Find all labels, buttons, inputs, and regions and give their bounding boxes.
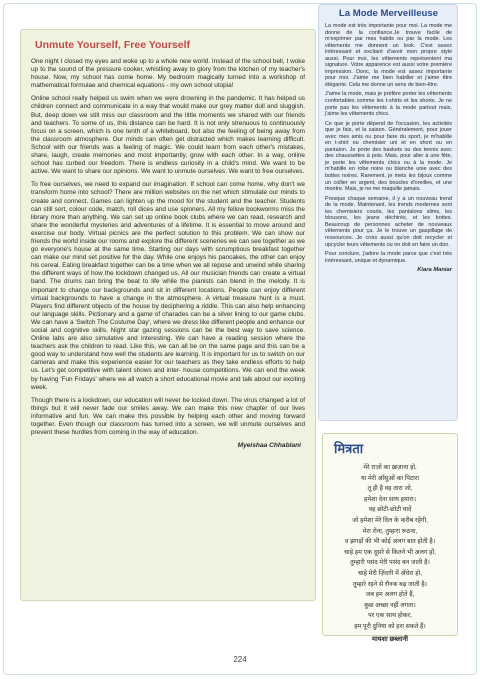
french-paragraph: La mode est très importante pour moi. La mode me donne de la confiance.Je trouve facile de m'exprimer par mes habits ou par la mode. Les vêtements me donnent un look. C'est assez intéressant et excitant d'avoir mon propre style aussi. Pour moi, les vêtements représentent ma signature. Votre apparence est aussi votre première impression. Donc, la mode est assez importante pour moi. J'aime me bien habiller et j'aime être élégante. Cela me donne un sens de bien-être. bbox=[325, 23, 452, 88]
poem-line: व झगड़ों की भी कोई अलग बात होती है। bbox=[344, 538, 436, 546]
poem-line: वह छोटी-छोटी यादें bbox=[368, 506, 412, 514]
hindi-poem bbox=[322, 433, 458, 643]
poem-line: कुछ अच्छा नहीं लगता। bbox=[364, 601, 416, 609]
poem-line: हम पूरी दुनिया को हरा सकते हैं। bbox=[354, 622, 426, 630]
english-paragraph: To free ourselves, we need to expand our imagination. If school can come home, why don't we transform home into school? There are million websites on the net which stimulate our minds to create and connect. Games can lighten up the mood for the student and the teacher. Students can still sort, colour code, match, roll dices and use spinners. All my fellow bookworms miss the library more than anything. We can set up online book clubs where we can read, research and share the wonderful mysteries and adventures of a lifetime. It is essential to move around and exercise our body. Virtual picnics are the perfect solution to this problem. We can show our friends the world inside our rooms and explore the different sceneries we can see together as we go everyone's house at the same time. Starting our days with scrumptious breakfast together can make our mind set positive for the day. While one enjoys his pancakes, the other can enjoy his cereal. Eating breakfast together can be a time when we all repose and unwind while sharing the different ways of how the lockdown changed us. All our musician friends can create a virtual band. The drums can bring the beat to life while the pianists can blend in the melody. It is important to change our backgrounds and sit in different locations. People can enjoy different virtual backgrounds to have a change in the atmosphere. A virtual treasure hunt is a must. Players find different objects of the house by deciphering a riddle. This can also help enhancing our language skills. Pictionary and a game of charades can be a silver lining to our game clubs. We can have a 'Switch The Costume Day', where we dress like different people and enhance our social and cognitive skills. Night star gazing sessions can be the best way to save science. Online labs are also simulative and interesting. We can have a reading session where the teachers ask the children to read. Like this, we can all be on the same page and this can be a good way to understand how well the students are learning. It is important for us to switch on our cameras and make this experience easier for our teachers as they take endless efforts to help us. Let's get competitive with talent shows and inter- house competitions. We can end the week by having 'Fun Fridays' where we all watch a short educational movie and talk about our exciting week. bbox=[31, 181, 305, 391]
french-paragraph: J'aime la mode, mais je préfère porter les vêtements confortables comme les t-shirts et les shorts. Je ne porte pas les vêtements à la mode partout mais, j'aime les vêtements chics. bbox=[325, 91, 452, 118]
french-article-title: La Mode Merveilleuse bbox=[338, 8, 439, 19]
english-article-title: Unmute Yourself, Free Yourself bbox=[35, 39, 191, 51]
english-paragraph: One night I closed my eyes and woke up to a whole new world. Instead of the school bell, I woke up to the sound of the pressure cooker, whistling away to glory from the kitchen of my teacher's house. Now, my school has come home. My bedroom magically turned into a workshop of mathematical formulae and chemical equations - my own school utopia! bbox=[31, 58, 305, 90]
poem-line: तू ही है वह तारा जो, bbox=[367, 485, 413, 493]
poem-line: जब हम अलग होते हैं, bbox=[365, 591, 415, 599]
french-article bbox=[318, 4, 458, 421]
poem-line: तुम्हारे रहने से रौनक बढ़ जाती है। bbox=[352, 580, 428, 588]
page-number: 224 bbox=[233, 655, 247, 664]
french-paragraph: Pour conclure, j'adore la mode parce que c'est très intéressant, unique et dynamique. bbox=[325, 251, 452, 264]
poem-line: चाहे मेरी ज़िंदगी में अँधेरा हो, bbox=[358, 569, 422, 577]
hindi-poem-lines bbox=[328, 463, 452, 643]
english-paragraph: Though there is a lockdown, our education will never be locked down. The virus changed a lot of things but it will never fade our smiles away. We can make this new chapter of our lives informative and fun. We can make this possible by helping each other and moving forward together. Even though our classroom has turned into a screen, we will unmute ourselves and prevent these hurdles from coming in the way of education. bbox=[31, 396, 305, 437]
poem-line: या मेरी आँसुओं का पिटारा bbox=[360, 474, 420, 482]
french-paragraph: Presque chaque semaine, il y a un nouveau trend de la mode. Maintenant, les trends modernes sont les chemisiers courts, les pantalons slims, les blousons, les jeans déchirés, et les bottes. Beaucoup de personnes acheter de nouveaux vêtements pour ça. Je le trouve un gaspillage de ressources. Je crois aussi qu'on doit recycler et upcycler leurs vêtements ou on doit en faire un don. bbox=[325, 195, 452, 248]
poem-line: जो हमेशा मेरे दिल के करीब रहेंगी, bbox=[352, 516, 428, 524]
hindi-poem-title: मित्रता bbox=[334, 441, 364, 456]
poem-line: चाहे हम एक दूसरे से कितने भी अलग हों, bbox=[344, 548, 436, 556]
english-paragraph: Online school really helped us swim when we were drowning in the pandemic. It has helped us children connect and communicate in a way that would make our grey matter dull and sluggish. But, deep down we still miss our classroom and the little moments we shared with our friends and teachers. To some of us, this distance can be hard. It is not only strenuous to continuously focus on a screen, which is one tenth of a whiteboard, but also the feeling of being away from the classroom atmosphere. Our minds can often get distracted which makes learning difficult. School with our friends was a feeling of magic. We could learn from each other's mistakes, share, laugh, create memories and most importantly, grow with each other. In a way, online school has curbed our freedom. There is endless curiosity in a child's mind. We want to be active. We want to share our opinions. We want to unmute ourselves. We want to free ourselves. bbox=[31, 95, 305, 176]
french-paragraph: Ce que je porte dépend de l'occasion, les activités que je fais, et la saison. Généralement, pour jouer avec mes amis ou pour faire du sport, je m'habille en t-shirt ou chemisier uni et en short ou en pantalon. Je porte des baskets ou des tennis avec des chaussettes à pois. Mais, pour aller à une fête, je porte les vêtements chics ou à la mode. Je m'habille en robe noire ou blanche unie avec des bottes noires. Rarement, je mets les bijoux comme un collier en argent, des boucles d'oreilles, et une montre. Mais, je ne me maquille jamais. bbox=[325, 120, 452, 193]
poem-line: तुम्हारी पसंद मेरी पसंद बन जाती है। bbox=[350, 559, 430, 567]
poem-line: पर एक साथ होकर, bbox=[368, 612, 412, 620]
poem-line: हमेशा देना साथ हमारा। bbox=[364, 495, 416, 503]
french-article-author: Kiara Maniar bbox=[417, 267, 452, 274]
poem-line: मेरे राज़ों का ख़ज़ाना हो, bbox=[363, 464, 417, 471]
english-article bbox=[20, 29, 316, 601]
hindi-poem-author: मायशा छब्लानी bbox=[372, 635, 408, 643]
english-article-author: Myeishaa Chhablani bbox=[237, 442, 301, 450]
poem-line: मेरा रोना, तुम्हारा रूठना, bbox=[362, 527, 418, 535]
